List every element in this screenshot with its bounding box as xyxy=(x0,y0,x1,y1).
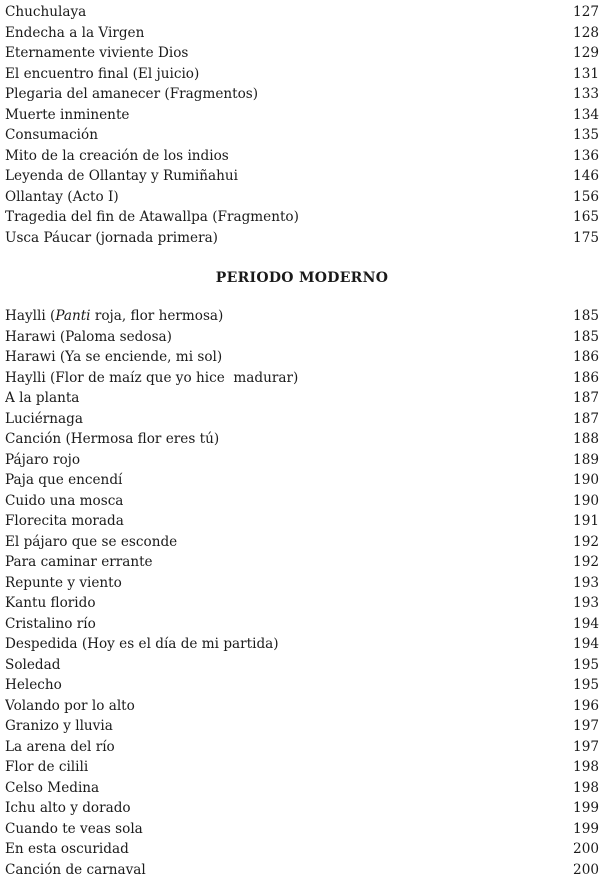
toc-entry-page-number: 198 xyxy=(565,757,599,778)
toc-entry-title xyxy=(5,306,565,327)
toc-entry xyxy=(5,347,599,368)
toc-entry-page-number: 129 xyxy=(565,43,599,64)
toc-entry xyxy=(5,470,599,491)
toc-entry-page-number: 187 xyxy=(565,409,599,430)
toc-entry-title: Luciérnaga xyxy=(5,409,565,430)
toc-entry xyxy=(5,409,599,430)
toc-entry xyxy=(5,207,599,228)
toc-entry-page-number: 127 xyxy=(565,2,599,23)
table-of-contents-page xyxy=(5,2,599,880)
toc-entry-title: Haylli (Flor de maíz que yo hice madurar) xyxy=(5,368,565,389)
toc-entry-title: Canción de carnaval xyxy=(5,860,565,880)
toc-entry xyxy=(5,166,599,187)
toc-entry xyxy=(5,819,599,840)
toc-entry-title: Eternamente viviente Dios xyxy=(5,43,565,64)
toc-entry-title: Chuchulaya xyxy=(5,2,565,23)
toc-entry-title-prefix: Haylli ( xyxy=(5,308,55,324)
toc-entry-title: El encuentro final (El juicio) xyxy=(5,64,565,85)
toc-entry-title: Harawi (Paloma sedosa) xyxy=(5,327,565,348)
toc-entry-title: Repunte y viento xyxy=(5,573,565,594)
toc-entry xyxy=(5,655,599,676)
toc-entry-page-number: 188 xyxy=(565,429,599,450)
toc-entry xyxy=(5,84,599,105)
toc-entry xyxy=(5,43,599,64)
toc-entry xyxy=(5,187,599,208)
toc-entry-page-number: 186 xyxy=(565,368,599,389)
toc-entry-title: Ichu alto y dorado xyxy=(5,798,565,819)
toc-entry xyxy=(5,429,599,450)
toc-entry xyxy=(5,64,599,85)
toc-entry-title: La arena del río xyxy=(5,737,565,758)
toc-entry-page-number: 191 xyxy=(565,511,599,532)
toc-entry-page-number: 192 xyxy=(565,532,599,553)
section-heading: PERIODO MODERNO xyxy=(5,268,599,288)
toc-entry-title: Tragedia del fin de Atawallpa (Fragmento) xyxy=(5,207,565,228)
toc-entry-title: Granizo y lluvia xyxy=(5,716,565,737)
toc-entry xyxy=(5,228,599,249)
toc-entry-title: Harawi (Ya se enciende, mi sol) xyxy=(5,347,565,368)
toc-entry xyxy=(5,552,599,573)
toc-entry-title: Muerte inminente xyxy=(5,105,565,126)
toc-entry-title-suffix: roja, flor hermosa) xyxy=(91,308,224,324)
toc-entry-title: Flor de cilili xyxy=(5,757,565,778)
toc-entry-title: Para caminar errante xyxy=(5,552,565,573)
toc-entry xyxy=(5,327,599,348)
toc-entry-page-number: 192 xyxy=(565,552,599,573)
toc-entry xyxy=(5,798,599,819)
toc-entry-title: Soledad xyxy=(5,655,565,676)
toc-entry-title: Consumación xyxy=(5,125,565,146)
toc-entry-page-number: 195 xyxy=(565,675,599,696)
toc-entry xyxy=(5,634,599,655)
toc-entry-page-number: 193 xyxy=(565,573,599,594)
toc-entry-title: Endecha a la Virgen xyxy=(5,23,565,44)
toc-entry xyxy=(5,23,599,44)
toc-entry xyxy=(5,614,599,635)
toc-entry-title: Despedida (Hoy es el día de mi partida) xyxy=(5,634,565,655)
toc-entry-title: Kantu florido xyxy=(5,593,565,614)
toc-entry-page-number: 146 xyxy=(565,166,599,187)
toc-entry xyxy=(5,450,599,471)
toc-entry-title: Plegaria del amanecer (Fragmentos) xyxy=(5,84,565,105)
toc-entry-page-number: 189 xyxy=(565,450,599,471)
toc-entry-title: Usca Páucar (jornada primera) xyxy=(5,228,565,249)
toc-entry xyxy=(5,125,599,146)
toc-entry-title: Cristalino río xyxy=(5,614,565,635)
toc-entry-title: Cuido una mosca xyxy=(5,491,565,512)
toc-entry xyxy=(5,2,599,23)
toc-entry xyxy=(5,696,599,717)
toc-entry xyxy=(5,306,599,327)
toc-entry-title: Celso Medina xyxy=(5,778,565,799)
toc-entry xyxy=(5,860,599,880)
toc-entry xyxy=(5,388,599,409)
toc-list-previous-section xyxy=(5,2,599,248)
toc-entry-title: Mito de la creación de los indios xyxy=(5,146,565,167)
toc-entry-page-number: 193 xyxy=(565,593,599,614)
toc-entry xyxy=(5,511,599,532)
toc-entry-page-number: 195 xyxy=(565,655,599,676)
toc-entry xyxy=(5,573,599,594)
toc-entry-page-number: 190 xyxy=(565,491,599,512)
toc-entry-title: El pájaro que se esconde xyxy=(5,532,565,553)
toc-entry-page-number: 156 xyxy=(565,187,599,208)
toc-entry-title: Paja que encendí xyxy=(5,470,565,491)
toc-entry xyxy=(5,593,599,614)
toc-entry xyxy=(5,532,599,553)
toc-entry-page-number: 186 xyxy=(565,347,599,368)
toc-entry xyxy=(5,146,599,167)
toc-entry xyxy=(5,839,599,860)
toc-entry-title: Pájaro rojo xyxy=(5,450,565,471)
toc-entry-page-number: 197 xyxy=(565,737,599,758)
toc-entry-page-number: 136 xyxy=(565,146,599,167)
toc-entry-page-number: 165 xyxy=(565,207,599,228)
toc-entry-title-italic: Panti xyxy=(55,308,90,324)
toc-entry xyxy=(5,491,599,512)
toc-entry-title: Helecho xyxy=(5,675,565,696)
toc-entry-title: Cuando te veas sola xyxy=(5,819,565,840)
toc-entry xyxy=(5,737,599,758)
toc-entry-page-number: 199 xyxy=(565,798,599,819)
toc-entry xyxy=(5,757,599,778)
toc-entry-title: Canción (Hermosa flor eres tú) xyxy=(5,429,565,450)
toc-entry-title: Leyenda de Ollantay y Rumiñahui xyxy=(5,166,565,187)
toc-entry-page-number: 197 xyxy=(565,716,599,737)
toc-entry-title: A la planta xyxy=(5,388,565,409)
toc-entry-page-number: 175 xyxy=(565,228,599,249)
toc-entry-page-number: 194 xyxy=(565,614,599,635)
toc-entry-title: Florecita morada xyxy=(5,511,565,532)
toc-entry-page-number: 128 xyxy=(565,23,599,44)
toc-entry-page-number: 194 xyxy=(565,634,599,655)
toc-list-modern-period xyxy=(5,306,599,880)
toc-entry-page-number: 200 xyxy=(565,839,599,860)
toc-entry-page-number: 200 xyxy=(565,860,599,880)
toc-entry xyxy=(5,778,599,799)
toc-entry xyxy=(5,368,599,389)
toc-entry-page-number: 199 xyxy=(565,819,599,840)
toc-entry-title: Volando por lo alto xyxy=(5,696,565,717)
toc-entry xyxy=(5,675,599,696)
toc-entry xyxy=(5,716,599,737)
toc-entry-page-number: 198 xyxy=(565,778,599,799)
toc-entry-page-number: 187 xyxy=(565,388,599,409)
toc-entry-page-number: 131 xyxy=(565,64,599,85)
toc-entry xyxy=(5,105,599,126)
toc-entry-page-number: 185 xyxy=(565,327,599,348)
toc-entry-page-number: 190 xyxy=(565,470,599,491)
toc-entry-page-number: 133 xyxy=(565,84,599,105)
toc-entry-title: En esta oscuridad xyxy=(5,839,565,860)
toc-entry-page-number: 135 xyxy=(565,125,599,146)
toc-entry-title: Ollantay (Acto I) xyxy=(5,187,565,208)
toc-entry-page-number: 196 xyxy=(565,696,599,717)
toc-entry-page-number: 134 xyxy=(565,105,599,126)
toc-entry-page-number: 185 xyxy=(565,306,599,327)
